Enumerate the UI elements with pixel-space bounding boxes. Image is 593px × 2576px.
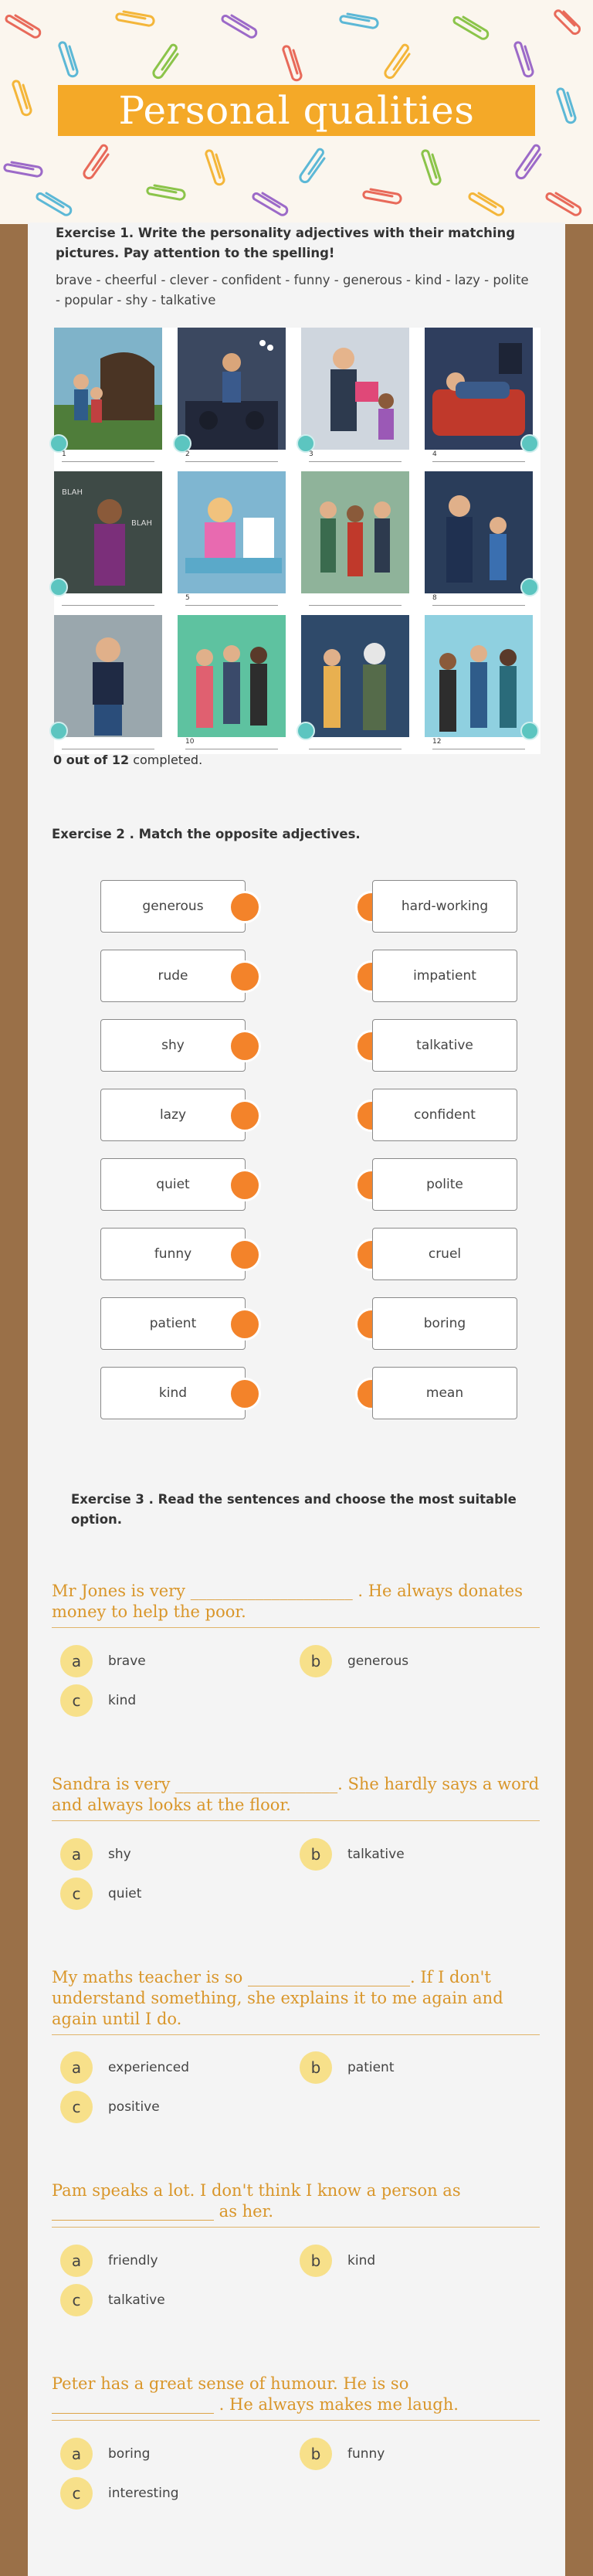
option-letter-c: c — [60, 1684, 93, 1717]
match-dot-left[interactable] — [229, 960, 261, 993]
answer-line-2[interactable]: 2 — [185, 450, 278, 462]
option-text: kind — [347, 2253, 376, 2268]
option-letter-a: a — [60, 1838, 93, 1871]
option-text: quiet — [108, 1886, 142, 1901]
option-b[interactable] — [300, 2437, 385, 2471]
option-c[interactable] — [60, 1877, 141, 1911]
option-letter-b: b — [300, 2245, 332, 2277]
answer-line-4[interactable]: 4 — [432, 450, 525, 462]
completion-status — [53, 753, 202, 767]
header-banner — [0, 0, 593, 224]
question-3: My maths teacher is so ____________________. If I don't understand something, she explains it to me again and again until I do. — [52, 1967, 540, 2035]
option-b[interactable] — [300, 1644, 408, 1678]
illustration-generous — [301, 328, 409, 450]
match-dot-left[interactable] — [229, 1099, 261, 1132]
illustration-lazy — [425, 328, 533, 450]
option-letter-b: b — [300, 2051, 332, 2084]
option-a[interactable] — [60, 1644, 146, 1678]
option-a[interactable] — [60, 2437, 150, 2471]
picture-cell-1[interactable] — [54, 328, 162, 458]
picture-cell-7[interactable] — [301, 471, 409, 595]
option-c[interactable] — [60, 2283, 165, 2317]
match-row — [100, 1297, 517, 1351]
picture-cell-8[interactable] — [425, 471, 533, 602]
option-c[interactable] — [60, 2476, 179, 2510]
exercise3-title: Exercise 3 . Read the sentences and choose the most suitable option. — [71, 1492, 517, 1527]
option-text: patient — [347, 2060, 395, 2075]
answer-line-7[interactable] — [309, 594, 402, 606]
match-dot-left[interactable] — [229, 1378, 261, 1410]
option-letter-a: a — [60, 2438, 93, 2470]
page-title: Personal qualities — [118, 88, 475, 133]
picture-cell-6[interactable] — [178, 471, 286, 602]
match-item-right[interactable]: cruel — [372, 1228, 517, 1280]
answer-line-9[interactable] — [62, 738, 154, 749]
answer-line-11[interactable] — [309, 738, 402, 749]
question-5: Peter has a great sense of humour. He is so ____________________ . He always makes me laugh. — [52, 2374, 540, 2421]
picture-cell-3[interactable] — [301, 328, 409, 458]
answer-line-12[interactable]: 12 — [432, 738, 525, 749]
match-row — [100, 1089, 517, 1143]
option-text: talkative — [347, 1847, 405, 1862]
match-row — [100, 880, 517, 934]
illustration-kind — [301, 615, 409, 737]
option-b[interactable] — [300, 2244, 375, 2278]
picture-cell-12[interactable] — [425, 615, 533, 746]
answer-line-3[interactable]: 3 — [309, 450, 402, 462]
option-letter-a: a — [60, 2245, 93, 2277]
option-b[interactable] — [300, 2051, 395, 2085]
picture-cell-2[interactable] — [178, 328, 286, 458]
worksheet-panel — [28, 223, 565, 2576]
match-item-left[interactable]: patient — [100, 1297, 246, 1350]
svg-text:BLAH: BLAH — [131, 519, 153, 528]
option-letter-a: a — [60, 2051, 93, 2084]
exercise1-title: Exercise 1. Write the personality adjectives with their matching pictures. Pay attention to the spelling! — [56, 226, 516, 260]
match-row — [100, 1367, 517, 1421]
match-row — [100, 950, 517, 1004]
option-text: talkative — [108, 2292, 165, 2308]
match-row — [100, 1228, 517, 1282]
match-dot-left[interactable] — [229, 1308, 261, 1341]
option-letter-c: c — [60, 1878, 93, 1910]
answer-line-1[interactable]: 1 — [62, 450, 154, 462]
picture-cell-10[interactable] — [178, 615, 286, 746]
illustration-brave — [54, 328, 162, 450]
option-letter-c: c — [60, 2477, 93, 2510]
option-letter-a: a — [60, 1645, 93, 1677]
option-c[interactable] — [60, 1684, 136, 1718]
answer-line-10[interactable]: 10 — [185, 738, 278, 749]
illustration-cheerful — [54, 615, 162, 737]
option-a[interactable] — [60, 1837, 131, 1871]
title-banner — [58, 85, 535, 136]
option-letter-b: b — [300, 2438, 332, 2470]
question-1: Mr Jones is very ____________________ . He always donates money to help the poor. — [52, 1581, 540, 1628]
match-item-left[interactable]: quiet — [100, 1158, 246, 1211]
match-row — [100, 1019, 517, 1073]
match-item-right[interactable]: impatient — [372, 950, 517, 1002]
option-letter-b: b — [300, 1645, 332, 1677]
match-dot-left[interactable] — [229, 1169, 261, 1201]
match-item-left[interactable]: lazy — [100, 1089, 246, 1141]
word-bank: brave - cheerful - clever - confident - funny - generous - kind - lazy - polite - popular - shy - talkative — [56, 273, 529, 308]
answer-line-8[interactable]: 8 — [432, 594, 525, 606]
option-letter-c: c — [60, 2284, 93, 2316]
option-text: boring — [108, 2446, 151, 2462]
answer-line-6[interactable]: 5 — [185, 594, 278, 606]
completion-suffix: completed. — [133, 753, 203, 767]
match-item-right[interactable]: boring — [372, 1297, 517, 1350]
match-row — [100, 1158, 517, 1212]
option-text: experienced — [108, 2060, 190, 2075]
illustration-confident — [178, 328, 286, 450]
match-dot-left[interactable] — [229, 1239, 261, 1271]
match-item-right[interactable]: talkative — [372, 1019, 517, 1072]
option-text: generous — [347, 1653, 409, 1669]
option-b[interactable] — [300, 1837, 405, 1871]
match-dot-left[interactable] — [229, 891, 261, 923]
option-text: friendly — [108, 2253, 158, 2268]
match-item-right[interactable]: hard-working — [372, 880, 517, 933]
option-text: interesting — [108, 2486, 179, 2501]
picture-grid — [54, 328, 540, 754]
match-item-right[interactable]: confident — [372, 1089, 517, 1141]
option-text: brave — [108, 1653, 146, 1669]
question-2: Sandra is very ____________________. She hardly says a word and always looks at the floor. — [52, 1774, 540, 1821]
option-letter-c: c — [60, 2091, 93, 2123]
picture-cell-4[interactable] — [425, 328, 533, 458]
option-text: shy — [108, 1847, 131, 1862]
completion-count: 0 out of 12 — [53, 753, 130, 767]
option-c[interactable] — [60, 2090, 160, 2124]
picture-cell-9[interactable] — [54, 615, 162, 739]
question-4: Pam speaks a lot. I don't think I know a person as ____________________ as her. — [52, 2180, 540, 2228]
illustration-polite — [425, 471, 533, 593]
match-item-left[interactable]: shy — [100, 1019, 246, 1072]
match-dot-left[interactable] — [229, 1030, 261, 1062]
picture-cell-5[interactable] — [54, 471, 162, 595]
exercise2-title: Exercise 2 . Match the opposite adjectives. — [52, 827, 361, 841]
illustration-popular — [178, 615, 286, 737]
option-a[interactable] — [60, 2051, 189, 2085]
picture-cell-11[interactable] — [301, 615, 409, 739]
illustration-clever — [178, 471, 286, 593]
option-text: funny — [347, 2446, 385, 2462]
option-text: positive — [108, 2099, 160, 2115]
illustration-talkative — [54, 471, 162, 593]
svg-text:BLAH: BLAH — [62, 488, 83, 497]
match-item-left[interactable]: generous — [100, 880, 246, 933]
match-item-right[interactable]: mean — [372, 1367, 517, 1419]
option-a[interactable] — [60, 2244, 158, 2278]
illustration-shy — [425, 615, 533, 737]
match-item-left[interactable]: kind — [100, 1367, 246, 1419]
answer-line-5[interactable] — [62, 594, 154, 606]
match-item-left[interactable]: rude — [100, 950, 246, 1002]
illustration-funny — [301, 471, 409, 593]
match-item-right[interactable]: polite — [372, 1158, 517, 1211]
option-text: kind — [108, 1693, 137, 1708]
option-letter-b: b — [300, 1838, 332, 1871]
match-item-left[interactable]: funny — [100, 1228, 246, 1280]
